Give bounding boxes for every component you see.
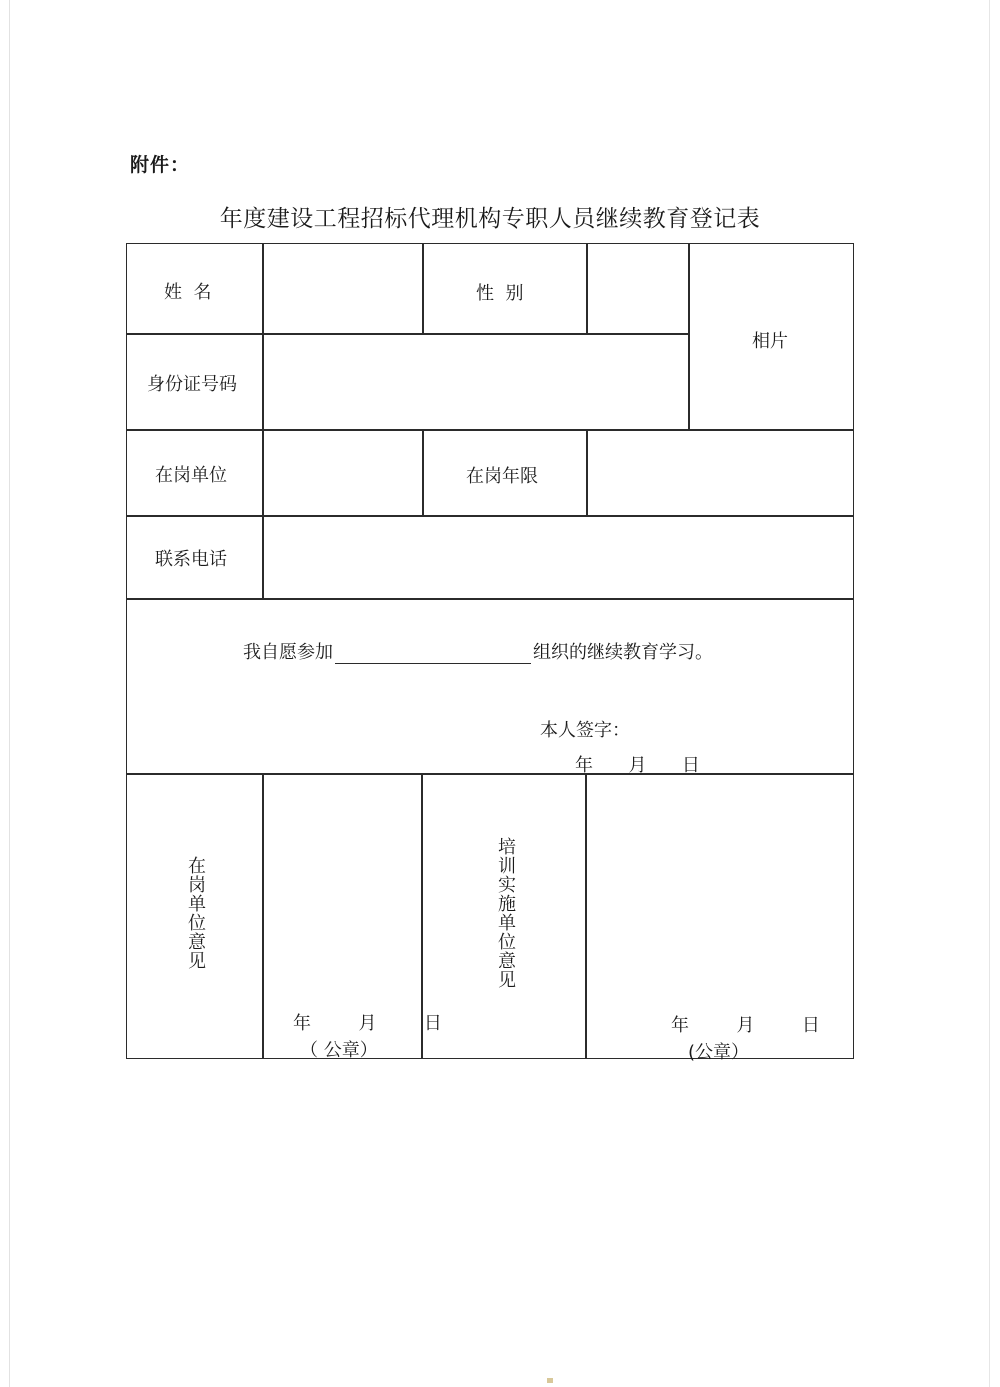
trainer-opinion-label: 培训实施单位意见 (495, 837, 516, 989)
employer-opinion-area[interactable] (264, 775, 420, 1005)
rule-col-mid-top (422, 243, 424, 334)
employer-label: 在岗单位 (155, 465, 227, 486)
photo-area[interactable] (690, 245, 852, 429)
name-field[interactable] (264, 245, 421, 333)
id-number-field[interactable] (264, 335, 687, 428)
signature-area[interactable] (640, 706, 840, 742)
attachment-label: 附件： (130, 154, 191, 176)
gender-field[interactable] (588, 245, 687, 333)
tenure-field[interactable] (588, 431, 853, 514)
statement-suffix: 组织的继续教育学习。 (533, 642, 713, 663)
rule-col-mid-row3 (422, 429, 424, 516)
signature-label: 本人签字： (540, 720, 630, 741)
employer-field[interactable] (264, 431, 421, 514)
employer-opinion-label: 在岗单位意见 (185, 856, 206, 970)
name-label: 姓 名 (164, 282, 212, 303)
trainer-opinion-date: 年 月 日 (671, 1015, 820, 1036)
trainer-opinion-area[interactable] (587, 775, 852, 1005)
page-title: 年度建设工程招标代理机构专职人员继续教育登记表 (219, 206, 761, 232)
id-number-label: 身份证号码 (147, 374, 237, 395)
tenure-label: 在岗年限 (466, 466, 538, 487)
signature-date: 年 月 日 (575, 755, 700, 776)
phone-field[interactable] (264, 517, 853, 597)
statement-prefix: 我自愿参加 (243, 642, 333, 663)
phone-label: 联系电话 (155, 549, 227, 570)
gender-label: 性 别 (476, 283, 524, 304)
scan-mark (547, 1378, 553, 1383)
trainer-opinion-seal: (公章） (688, 1042, 750, 1063)
page-edge-right (989, 0, 990, 1387)
employer-opinion-date: 年 月 日 (293, 1013, 442, 1034)
employer-opinion-seal: （ 公章） (300, 1040, 378, 1061)
statement-line (243, 638, 713, 664)
photo-label: 相片 (752, 331, 788, 352)
rule-row4-bottom (126, 598, 854, 600)
page-edge-left (9, 0, 10, 1387)
organizer-blank[interactable] (335, 641, 531, 664)
